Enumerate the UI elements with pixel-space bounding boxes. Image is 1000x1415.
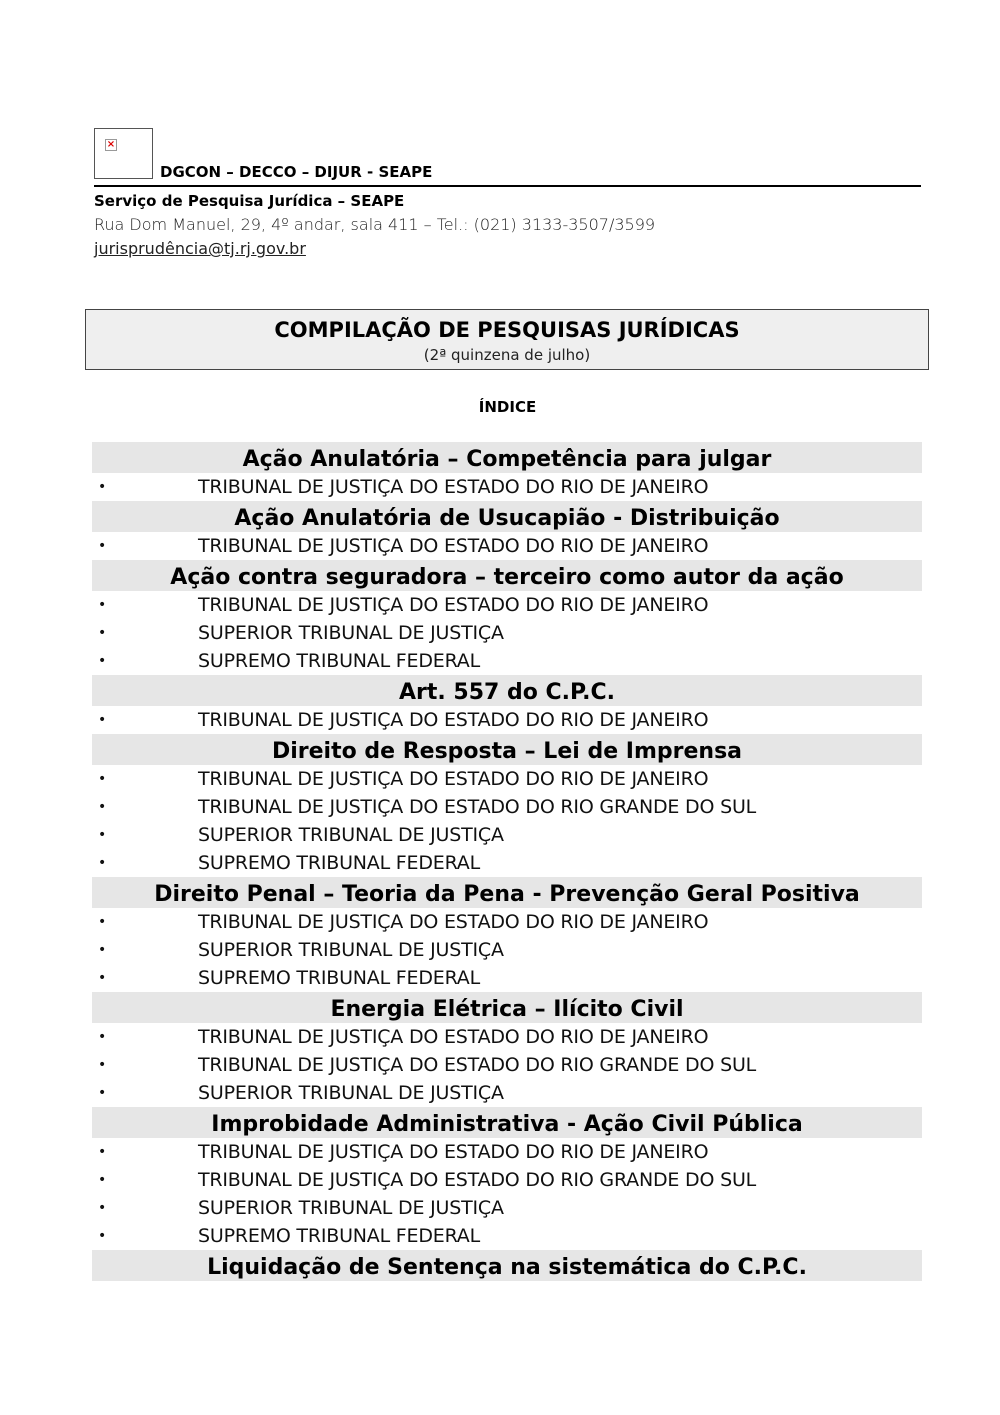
court-name: SUPERIOR TRIBUNAL DE JUSTIÇA [198, 824, 504, 846]
index-court-entry [92, 908, 922, 936]
service-email-link[interactable]: jurisprudência@tj.rj.gov.br [94, 239, 306, 258]
document-subtitle: (2ª quinzena de julho) [423, 346, 591, 364]
court-name: TRIBUNAL DE JUSTIÇA DO ESTADO DO RIO GRANDE DO SUL [198, 1054, 757, 1076]
index-court-entry [92, 793, 922, 821]
court-name: TRIBUNAL DE JUSTIÇA DO ESTADO DO RIO DE JANEIRO [198, 1141, 709, 1163]
bullet-icon: • [98, 597, 107, 613]
index-list [92, 442, 922, 1281]
service-title: Serviço de Pesquisa Jurídica – SEAPE [94, 192, 405, 210]
index-topic-heading: Art. 557 do C.P.C. [92, 675, 922, 706]
index-court-entry [92, 1023, 922, 1051]
court-name: SUPREMO TRIBUNAL FEDERAL [198, 650, 480, 672]
index-label: ÍNDICE [478, 398, 537, 416]
index-court-entry [92, 532, 922, 560]
bullet-icon: • [98, 799, 107, 815]
bullet-icon: • [98, 1029, 107, 1045]
court-name: TRIBUNAL DE JUSTIÇA DO ESTADO DO RIO DE JANEIRO [198, 594, 709, 616]
court-name: SUPREMO TRIBUNAL FEDERAL [198, 967, 480, 989]
index-court-entry [92, 1166, 922, 1194]
bullet-icon: • [98, 538, 107, 554]
index-court-entry [92, 821, 922, 849]
court-name: SUPERIOR TRIBUNAL DE JUSTIÇA [198, 622, 504, 644]
bullet-icon: • [98, 1200, 107, 1216]
bullet-icon: • [98, 1144, 107, 1160]
bullet-icon: • [98, 771, 107, 787]
court-name: TRIBUNAL DE JUSTIÇA DO ESTADO DO RIO DE JANEIRO [198, 911, 709, 933]
bullet-icon: • [98, 1228, 107, 1244]
index-topic-heading: Liquidação de Sentença na sistemática do C.P.C. [92, 1250, 922, 1281]
index-topic-heading: Direito Penal – Teoria da Pena - Prevenção Geral Positiva [92, 877, 922, 908]
bullet-icon: • [98, 855, 107, 871]
court-name: SUPERIOR TRIBUNAL DE JUSTIÇA [198, 939, 504, 961]
index-court-entry [92, 936, 922, 964]
index-court-entry [92, 1138, 922, 1166]
service-address: Rua Dom Manuel, 29, 4º andar, sala 411 – Tel.: (021) 3133-3507/3599 [94, 215, 656, 234]
bullet-icon: • [98, 1085, 107, 1101]
index-court-entry [92, 1051, 922, 1079]
index-court-entry [92, 473, 922, 501]
index-topic-heading: Energia Elétrica – Ilícito Civil [92, 992, 922, 1023]
bullet-icon: • [98, 653, 107, 669]
court-name: SUPERIOR TRIBUNAL DE JUSTIÇA [198, 1197, 504, 1219]
court-name: TRIBUNAL DE JUSTIÇA DO ESTADO DO RIO DE JANEIRO [198, 535, 709, 557]
index-court-entry [92, 706, 922, 734]
bullet-icon: • [98, 827, 107, 843]
index-topic-heading: Ação Anulatória de Usucapião - Distribuição [92, 501, 922, 532]
court-name: TRIBUNAL DE JUSTIÇA DO ESTADO DO RIO GRANDE DO SUL [198, 1169, 757, 1191]
bullet-icon: • [98, 1057, 107, 1073]
bullet-icon: • [98, 625, 107, 641]
index-court-entry [92, 647, 922, 675]
bullet-icon: • [98, 1172, 107, 1188]
index-court-entry [92, 765, 922, 793]
index-court-entry [92, 1079, 922, 1107]
index-topic-heading: Improbidade Administrativa - Ação Civil Pública [92, 1107, 922, 1138]
court-name: TRIBUNAL DE JUSTIÇA DO ESTADO DO RIO DE JANEIRO [198, 1026, 709, 1048]
bullet-icon: • [98, 970, 107, 986]
court-name: TRIBUNAL DE JUSTIÇA DO ESTADO DO RIO DE JANEIRO [198, 768, 709, 790]
court-name: SUPERIOR TRIBUNAL DE JUSTIÇA [198, 1082, 504, 1104]
court-name: SUPREMO TRIBUNAL FEDERAL [198, 1225, 480, 1247]
index-court-entry [92, 964, 922, 992]
index-topic-heading: Ação contra seguradora – terceiro como autor da ação [92, 560, 922, 591]
bullet-icon: • [98, 712, 107, 728]
index-court-entry [92, 591, 922, 619]
org-line: DGCON – DECCO – DIJUR - SEAPE [160, 163, 433, 181]
court-name: SUPREMO TRIBUNAL FEDERAL [198, 852, 480, 874]
bullet-icon: • [98, 479, 107, 495]
index-court-entry [92, 619, 922, 647]
index-topic-heading: Direito de Resposta – Lei de Imprensa [92, 734, 922, 765]
index-topic-heading: Ação Anulatória – Competência para julgar [92, 442, 922, 473]
court-name: TRIBUNAL DE JUSTIÇA DO ESTADO DO RIO GRANDE DO SUL [198, 796, 757, 818]
title-box [85, 309, 929, 370]
index-court-entry [92, 1194, 922, 1222]
court-name: TRIBUNAL DE JUSTIÇA DO ESTADO DO RIO DE JANEIRO [198, 476, 709, 498]
logo-placeholder [94, 128, 153, 179]
court-name: TRIBUNAL DE JUSTIÇA DO ESTADO DO RIO DE JANEIRO [198, 709, 709, 731]
header-rule [94, 185, 921, 187]
bullet-icon: • [98, 914, 107, 930]
broken-image-icon: × [106, 139, 116, 150]
bullet-icon: • [98, 942, 107, 958]
document-title: COMPILAÇÃO DE PESQUISAS JURÍDICAS [274, 318, 740, 342]
index-court-entry [92, 1222, 922, 1250]
index-court-entry [92, 849, 922, 877]
